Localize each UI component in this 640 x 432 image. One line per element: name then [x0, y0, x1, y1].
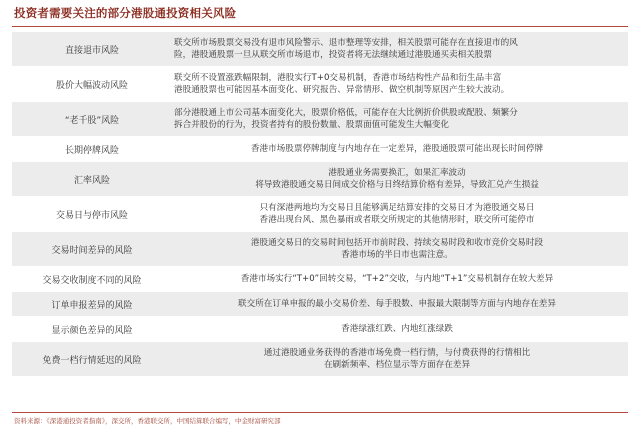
- description-line: 港股通股票也可能因基本面变化、研究报告、异常情形、做空机制等原因产生较大波动。: [174, 85, 510, 95]
- risk-name-cell: 股价大幅波动风险: [55, 80, 128, 91]
- table-row: [12, 67, 628, 102]
- risk-name-cell: 免费一档行情延迟的风险: [42, 355, 142, 366]
- top-divider: [12, 26, 628, 27]
- description-line: 联交所市场股票交易没有退市风险警示、退市整理等安排，相关股票可能存在直接退市的风: [174, 37, 518, 48]
- description-line: 香港市场的半日市也需注意。: [341, 250, 453, 260]
- table-row: [12, 162, 628, 197]
- risk-name-cell: 显示颜色差异的风险: [51, 325, 133, 336]
- risk-name-cell: 交易时间差异的风险: [51, 245, 133, 256]
- risk-description-cell: [172, 143, 628, 156]
- risk-description-cell: [172, 347, 628, 372]
- risk-description-cell: [172, 37, 628, 62]
- risk-description-cell: [172, 107, 628, 132]
- table-row: [12, 317, 628, 342]
- bottom-divider: [12, 412, 628, 413]
- description-line: 香港绿涨红跌、内地红涨绿跌: [341, 323, 453, 334]
- risk-name-cell: 汇率风险: [73, 175, 110, 186]
- risk-name-cell: “老千股”风险: [64, 115, 120, 126]
- description-line: 香港市场股票停牌制度与内地存在一定差异，港股通股票可能出现长时间停牌: [250, 143, 544, 154]
- table-row: [12, 342, 628, 377]
- description-line: 港股通业务需要换汇，如果汇率波动: [328, 167, 466, 178]
- risk-description-cell: [172, 323, 628, 336]
- table-row: [12, 232, 628, 267]
- risk-name-cell: 长期停牌风险: [64, 145, 119, 156]
- table-row: [12, 32, 628, 67]
- risk-description-cell: [172, 167, 628, 192]
- description-line: 将导致港股通交易日间成交价格与日终结算价格有差异，导致汇兑产生损益: [255, 180, 539, 190]
- risk-description-cell: [172, 72, 628, 97]
- risk-name-cell: 交易日与停市风险: [55, 210, 128, 221]
- risk-table: [12, 32, 628, 377]
- description-line: 港股通交易日的交易时间包括开市前时段、持续交易时段和收市竞价交易时段: [250, 237, 544, 248]
- table-row: [12, 102, 628, 137]
- risk-description-cell: [172, 202, 628, 227]
- description-line: 联交所不设置涨跌幅限制，港股实行T+0交易机制，香港市场结构性产品和衍生品丰富: [174, 72, 502, 83]
- table-row: [12, 292, 628, 317]
- description-line: 只有深港两地均为交易日且能够满足结算安排的交易日才为港股通交易日: [259, 202, 535, 213]
- risk-description-cell: [172, 237, 628, 262]
- description-line: 在刷新频率、档位显示等方面存在差异: [323, 360, 471, 370]
- risk-description-cell: [172, 298, 628, 311]
- description-line: 联交所在订单申报的最小交易价差、每手股数、申报最大限制等方面与内地存在差异: [238, 298, 556, 309]
- description-line: 香港出现台风、黑色暴雨或者联交所规定的其他情形时，联交所可能停市: [259, 215, 535, 225]
- description-line: 部分港股通上市公司基本面变化大，股票价格低，可能存在大比例折价供股或配股、频繁分: [174, 107, 518, 118]
- risk-name-cell: 交易交收制度不同的风险: [42, 275, 142, 286]
- table-row: [12, 267, 628, 292]
- risk-name-cell: 订单申报差异的风险: [51, 300, 133, 311]
- description-line: 通过港股通业务获得的香港市场免费一档行情，与付费获得的行情相比: [263, 347, 531, 358]
- risk-name-cell: 直接退市风险: [64, 45, 119, 56]
- table-row: [12, 137, 628, 162]
- source-note: 资料来源：《深港通投资者指南》，深交所，香港联交所，中国结算联合编写，中金财富研究部: [14, 417, 281, 425]
- description-line: 险，港股通股票一旦从联交所市场退市，投资者将无法继续通过港股通买卖相关股票: [174, 50, 492, 60]
- risk-description-cell: [172, 273, 628, 286]
- description-line: 拆合并股份的行为，投资者持有的股份数量、股票面值可能发生大幅变化: [174, 120, 450, 130]
- page-title: 投资者需要关注的部分港股通投资相关风险: [14, 6, 237, 20]
- table-row: [12, 197, 628, 232]
- description-line: 香港市场实行“T+0”回转交易，“T+2”交收，与内地“T+1”交易机制存在较大差异: [240, 273, 554, 284]
